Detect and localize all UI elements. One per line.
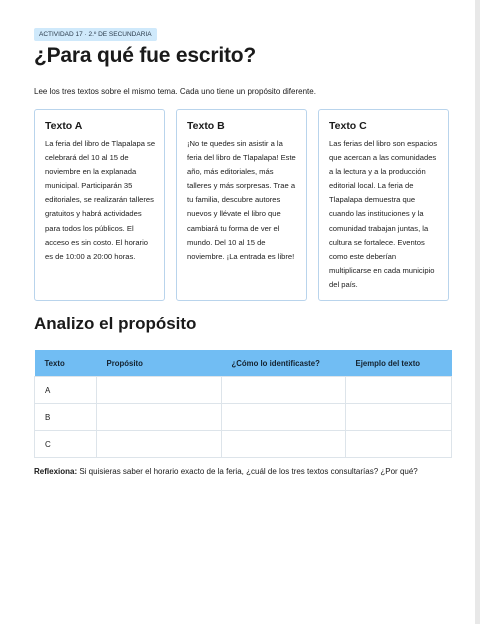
card-title: Texto A	[45, 120, 83, 132]
activity-badge: ACTIVIDAD 17 · 2.º DE SECUNDARIA	[34, 28, 157, 41]
column-header-ejemplo: Ejemplo del texto	[346, 350, 452, 377]
reflection-prompt	[34, 465, 444, 479]
table-row	[35, 431, 452, 458]
reflection-label: Reflexiona:	[34, 467, 78, 476]
answer-cell[interactable]	[346, 431, 452, 458]
card-texto-c	[318, 109, 449, 301]
card-body: Las ferias del libro son espacios que acercan a las comunidades a la lectura y a la producción editorial local. La feria de Tlapalapa demuestra que cuando las instituciones y la comunidad trabajan juntas, la cultura se fortalece. Eventos como este deberían multiplicarse en cada municipio del país.	[329, 139, 438, 289]
answer-cell[interactable]	[97, 404, 222, 431]
column-header-texto: Texto	[35, 350, 97, 377]
page-edge	[475, 0, 480, 624]
page-title: ¿Para qué fue escrito?	[34, 44, 256, 67]
column-header-proposito: Propósito	[97, 350, 222, 377]
intro-text: Lee los tres textos sobre el mismo tema. Cada uno tiene un propósito diferente.	[34, 87, 316, 96]
text-cards	[34, 109, 451, 302]
answer-cell[interactable]	[97, 377, 222, 404]
card-body: La feria del libro de Tlapalapa se celebrará del 10 al 15 de noviembre en la explanada municipal. Participarán 35 editoriales, se realizarán talleres gratuitos y habrá actividades para todos los públicos. El acceso es sin costo. El horario es de 10:00 a 20:00 horas.	[45, 139, 156, 261]
row-label: A	[35, 377, 97, 404]
answer-cell[interactable]	[222, 431, 346, 458]
table-row	[35, 404, 452, 431]
reflection-text: Si quisieras saber el horario exacto de la feria, ¿cuál de los tres textos consultarías? ¿Por qué?	[77, 467, 418, 476]
answer-cell[interactable]	[346, 404, 452, 431]
purpose-table	[34, 350, 452, 458]
card-texto-a	[34, 109, 165, 301]
row-label: B	[35, 404, 97, 431]
section-title: Analizo el propósito	[34, 314, 197, 333]
table-row	[35, 377, 452, 404]
answer-cell[interactable]	[97, 431, 222, 458]
answer-cell[interactable]	[222, 377, 346, 404]
card-title: Texto B	[187, 120, 225, 132]
column-header-como: ¿Cómo lo identificaste?	[222, 350, 346, 377]
answer-cell[interactable]	[346, 377, 452, 404]
table-header-row	[35, 350, 452, 377]
card-body: ¡No te quedes sin asistir a la feria del libro de Tlapalapa! Este año, más editoriales, más talleres y más sorpresas. Trae a tu familia, descubre autores nuevos y llévate el libro que cambiará tu forma de ver el mundo. Del 10 al 15 de noviembre. ¡La entrada es libre!	[187, 139, 296, 261]
answer-cell[interactable]	[222, 404, 346, 431]
row-label: C	[35, 431, 97, 458]
card-title: Texto C	[329, 120, 367, 132]
card-texto-b	[176, 109, 307, 301]
